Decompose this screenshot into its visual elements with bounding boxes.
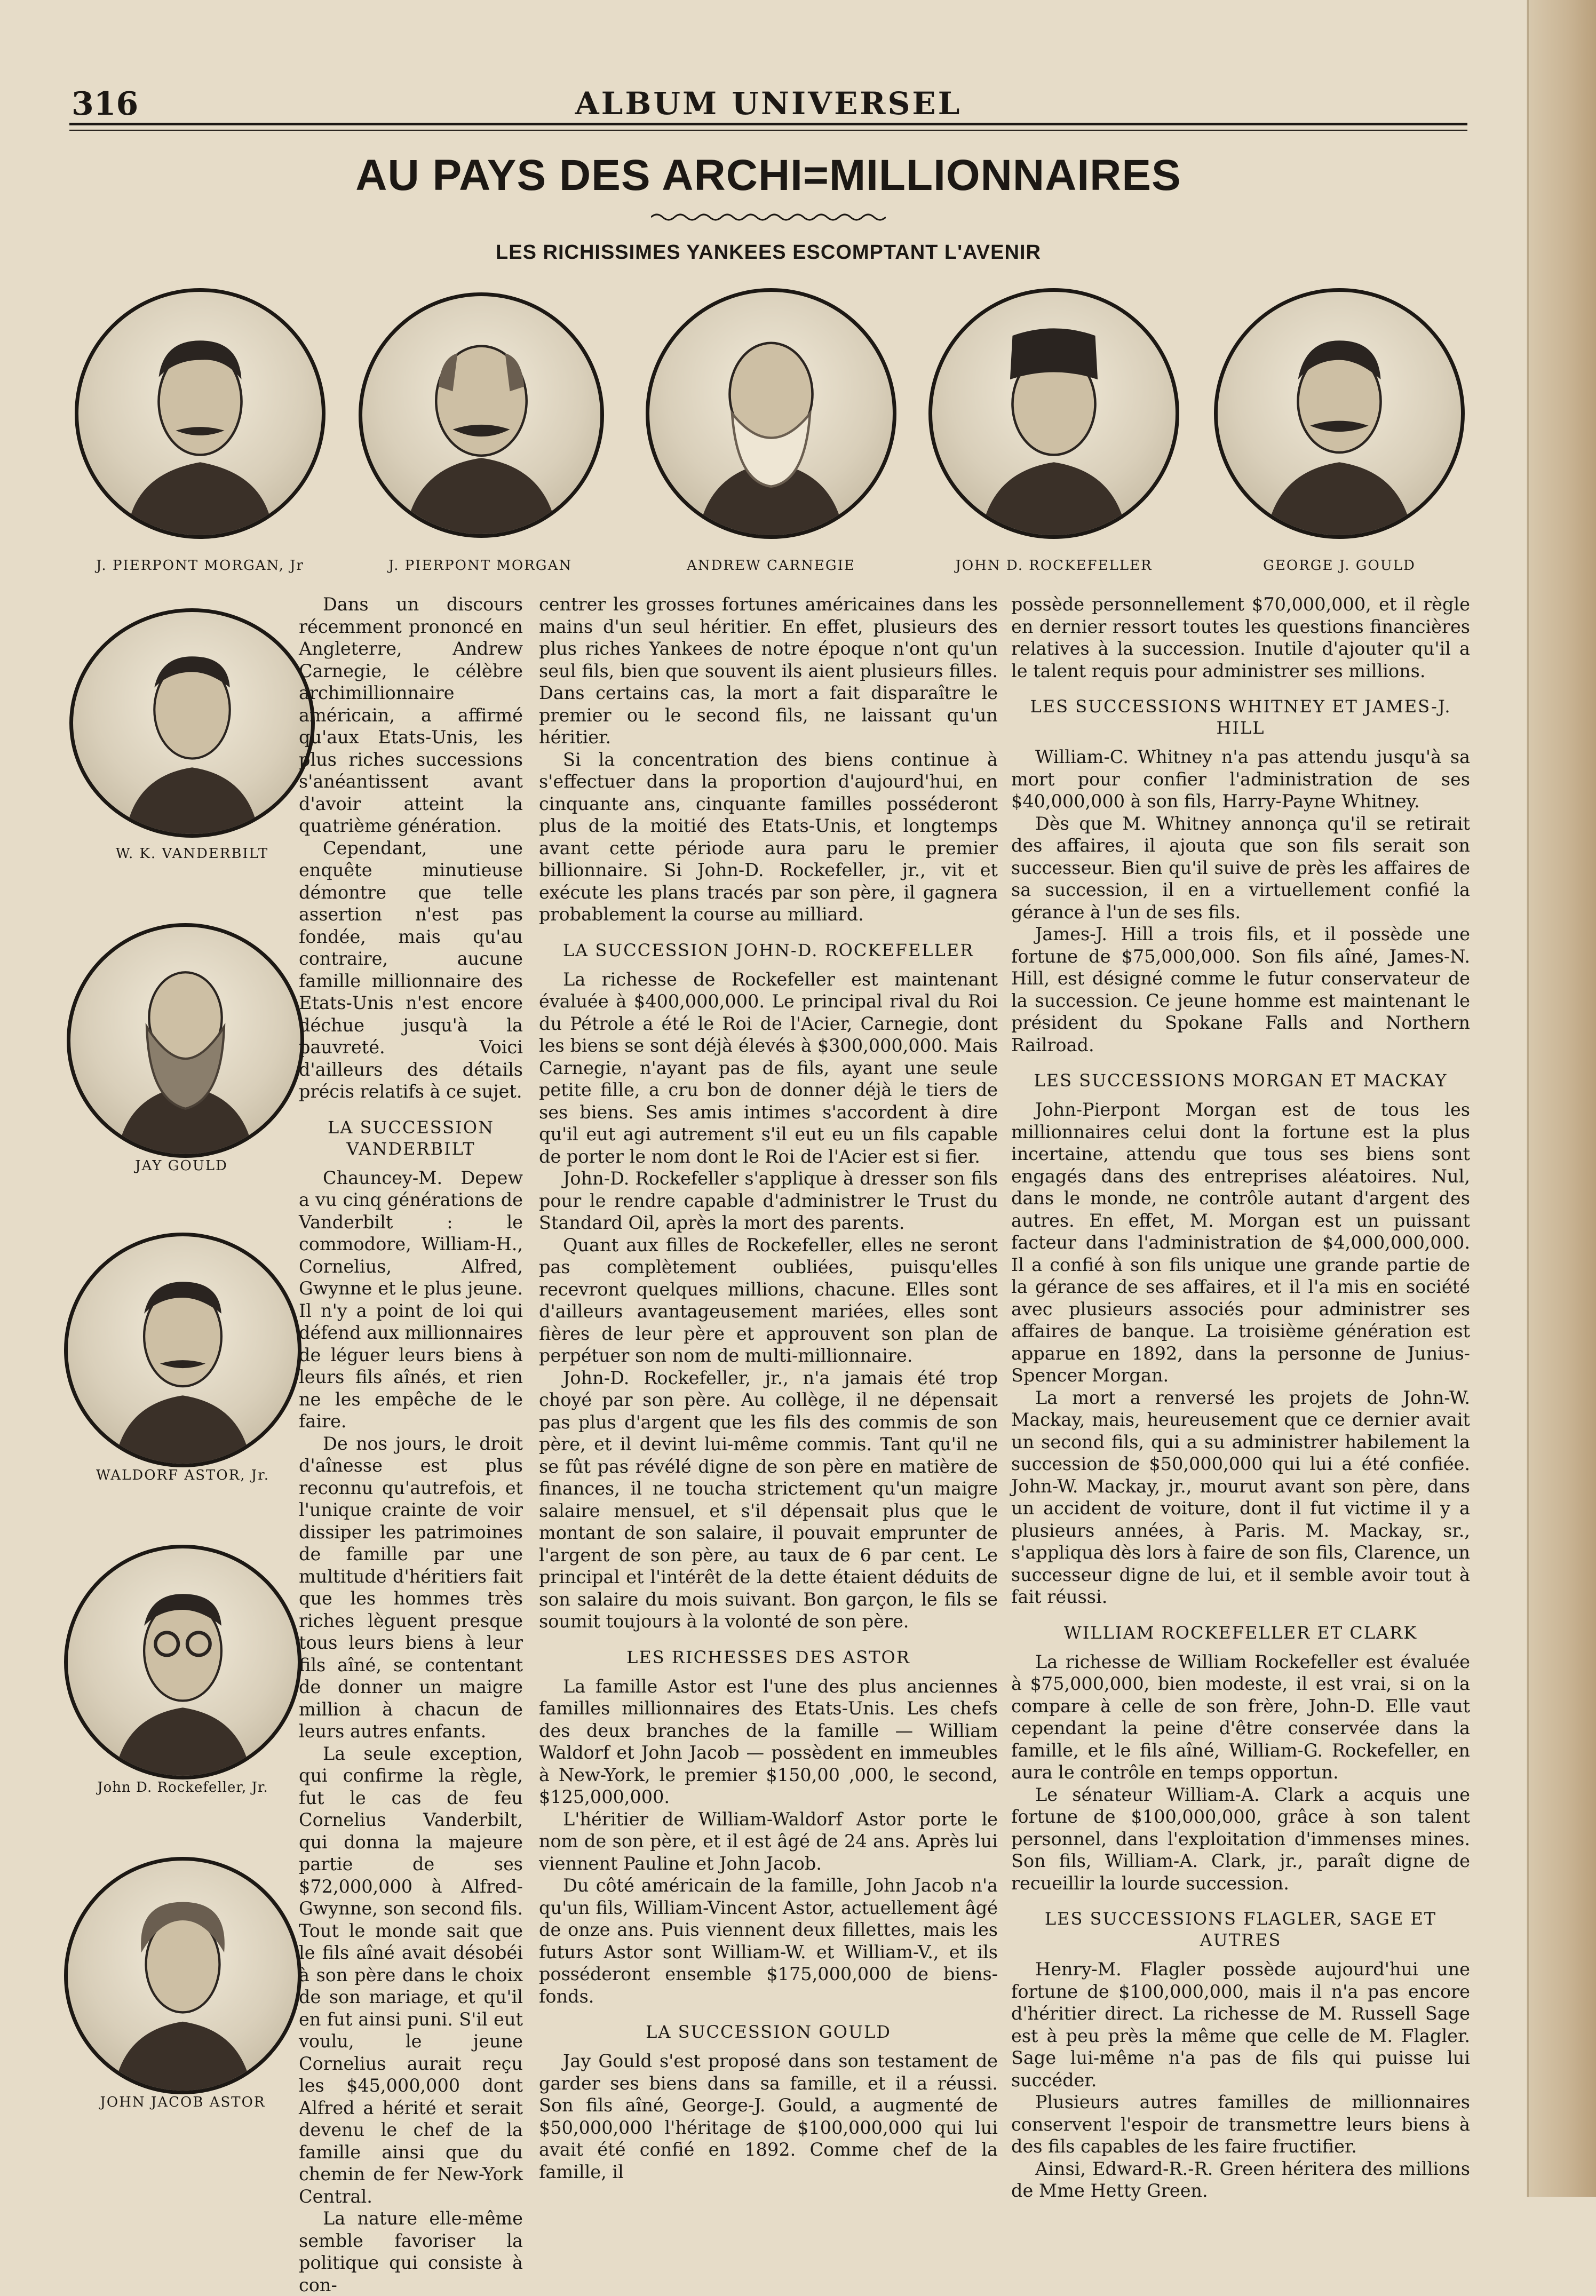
paragraph: Le sénateur William-A. Clark a acquis une fortune de $100,000,000, grâce à son talent personnel, dans l'exploitation d'immenses mines. Son fils, William-A. Clark, jr., paraît digne de recueillir la lourde succession. xyxy=(1011,1784,1470,1894)
section-heading: LES SUCCESSIONS FLAGLER, SAGE ET AUTRES xyxy=(1044,1909,1437,1950)
column-2 xyxy=(539,593,998,2183)
section-heading: LA SUCCESSION VANDERBILT xyxy=(328,1117,494,1159)
portrait-george-gould xyxy=(1214,288,1465,539)
paragraph: La richesse de Rockefeller est maintenant évaluée à $400,000,000. Le principal rival du Roi du Pétrole a été le Roi de l'Acier, Carnegie, dont les biens se sont déjà élevés à $300,000,000. Mais Carnegie, n'ayant pas de fils, ayant une seule petite fille, a cru bon de donner déjà le tiers de ses biens. Ses amis intimes s'accordent à dire qu'il eut agi autrement s'il eut eu un fils capable de porter le nom dont le Roi de l'Acier est si fier. xyxy=(539,968,998,1167)
paragraph: Jay Gould s'est proposé dans son testament de garder ses biens dans sa famille, et il a réussi. Son fils aîné, George-J. Gould, a augmenté de $50,000,000 l'héritage de $100,000,000 qui lui avait été confié en 1892. Comme chef de la famille, il xyxy=(539,2051,998,2182)
caption-carnegie: ANDREW CARNEGIE xyxy=(687,558,855,574)
caption-rockefeller: JOHN D. ROCKEFELLER xyxy=(955,558,1153,574)
paragraph: L'héritier de William-Waldorf Astor porte le nom de son père, et il est âgé de 24 ans. Après lui viennent Pauline et John Jacob. xyxy=(539,1808,998,1874)
paragraph: Du côté américain de la famille, John Jacob n'a qu'un fils, William-Vincent Astor, actuellement âgé de onze ans. Puis viennent deux fillettes, mais les futurs Astor sont William-W. et William-V., et ils posséderont ensemble $175,000,000 de biens-fonds. xyxy=(539,1875,998,2007)
paragraph: John-D. Rockefeller s'applique à dresser son fils pour le rendre capable d'administrer le Trust du Standard Oil, après la mort des parents. xyxy=(539,1168,998,1233)
paragraph: Chauncey-M. Depew a vu cinq générations de Vanderbilt : le commodore, William-H., Cornelius, Alfred, Gwynne et le plus jeune. Il n'y a point de loi qui défend aux millionnaires de léguer leurs biens à leurs fils aînés, et rien ne les empêche de le faire. xyxy=(299,1167,523,1432)
portrait-rockefeller-jr xyxy=(64,1545,301,1779)
section-heading: WILLIAM ROCKEFELLER ET CLARK xyxy=(1063,1622,1418,1643)
paragraph: De nos jours, le droit d'aînesse est plus reconnu qu'autrefois, et l'unique crainte de voir dissiper les patrimoines de famille par une multitude d'héritiers fait que les hommes très riches lèguent presque tous leurs biens à leur fils aîné, se contentant de donner un maigre million à chacun de leurs autres enfants. xyxy=(299,1433,523,1742)
article-subtitle: LES RICHISSIMES YANKEES ESCOMPTANT L'AVENIR xyxy=(496,241,1041,264)
portrait-waldorf-astor xyxy=(64,1233,301,1467)
paragraph: La richesse de William Rockefeller est évaluée à $75,000,000, bien modeste, il est vrai, si on la compare à celle de son frère, John-D. Elle vaut cependant la peine d'être conservée dans la famille, et le fils aîné, William-G. Rockefeller, en aura le contrôle en temps opportun. xyxy=(1011,1651,1470,1783)
paragraph: La famille Astor est l'une des plus anciennes familles millionnaires des Etats-Unis. Les chefs des deux branches de la famille — William Waldorf et John Jacob — possèdent en immeubles à New-York, le premier $150,00 ,000, le second, $125,000,000. xyxy=(539,1675,998,1807)
paragraph: John-D. Rockefeller, jr., n'a jamais été trop choyé par son père. Au collège, il ne dépensait pas plus d'argent que les fils des commis de son père, et il devint lui-même commis. Tant qu'il ne se fût pas révélé digne de son père en matière de finances, il ne toucha strictement qu'un maigre salaire mensuel, et s'il dépensait plus que le montant de son salaire, il pouvait emprunter de l'argent de son père, au taux de 6 par cent. Le principal et l'intérêt de la dette étaient déduits de son salaire du mois suivant. Bon garçon, le fils se soumit toujours à la volonté de son père. xyxy=(539,1367,998,1632)
paragraph: centrer les grosses fortunes américaines dans les mains d'un seul héritier. En effet, plusieurs des plus riches Yankees de notre époque n'ont qu'un seul fils, bien que souvent ils aient plusieurs filles. Dans certains cas, la mort a fait disparaître le premier ou le second fils, ne laissant qu'un héritier. xyxy=(539,594,998,748)
caption-morgan: J. PIERPONT MORGAN xyxy=(388,558,573,574)
paragraph: possède personnellement $70,000,000, et il règle en dernier ressort toutes les questions financières relatives à la succession. Inutile d'ajouter qu'il a le talent requis pour administrer ses millions. xyxy=(1011,594,1470,681)
running-title: ALBUM UNIVERSEL xyxy=(575,85,962,122)
paragraph: Plusieurs autres familles de millionnaires conservent l'espoir de transmettre leurs biens à des fils capables de les faire fructifier. xyxy=(1011,2092,1470,2157)
section-heading: LA SUCCESSION JOHN-D. ROCKEFELLER xyxy=(562,940,974,960)
paragraph: Henry-M. Flagler possède aujourd'hui une fortune de $100,000,000, mais il n'a pas encore d'héritier direct. La richesse de M. Russell Sage est à peu près la même que celle de M. Flagler. Sage lui-même n'a pas de fils qui puisse lui succéder. xyxy=(1011,1959,1470,2091)
caption-vanderbilt: W. K. VANDERBILT xyxy=(115,846,269,862)
article-title: AU PAYS DES ARCHI=MILLIONNAIRES xyxy=(355,151,1181,200)
paragraph: Si la concentration des biens continue à s'effectuer dans la proportion d'aujourd'hui, en cinquante ans, cinquante familles posséderont plus de la moitié des Etats-Unis, et longtemps avant cette période aura paru le premier billionnaire. Si John-D. Rockefeller, jr., vit et exécute les plans tracés par son père, il gagnera probablement la course au milliard. xyxy=(539,749,998,925)
column-3 xyxy=(1011,593,1470,2202)
portrait-rockefeller xyxy=(928,288,1179,539)
caption-george-gould: GEORGE J. GOULD xyxy=(1263,558,1416,574)
caption-jacob-astor: JOHN JACOB ASTOR xyxy=(100,2094,266,2110)
page-fold xyxy=(1527,0,1529,2197)
section-heading: LES SUCCESSIONS MORGAN ET MACKAY xyxy=(1034,1070,1448,1091)
caption-rockefeller-jr: John D. Rockefeller, Jr. xyxy=(97,1779,268,1796)
column-1 xyxy=(299,593,523,2296)
header-rule xyxy=(69,123,1467,125)
page-edge xyxy=(1527,0,1596,2197)
caption-jay-gould: JAY GOULD xyxy=(135,1158,228,1174)
paragraph: Ainsi, Edward-R.-R. Green héritera des millions de Mme Hetty Green. xyxy=(1011,2158,1470,2201)
paragraph: William-C. Whitney n'a pas attendu jusqu'à sa mort pour confier l'administration de ses $40,000,000 à son fils, Harry-Payne Whitney. xyxy=(1011,746,1470,812)
portrait-carnegie xyxy=(646,288,896,539)
portrait-jay-gould xyxy=(67,923,304,1158)
portrait-jacob-astor xyxy=(64,1857,301,2094)
section-heading: LES SUCCESSIONS WHITNEY ET JAMES-J. HILL xyxy=(1030,696,1451,738)
paragraph: John-Pierpont Morgan est de tous les millionnaires celui dont la fortune est la plus incertaine, attendu que tous ses biens sont engagés dans des entreprises aléatoires. Nul, dans le monde, ne contrôle autant d'argent des autres. En effet, M. Morgan est un puissant facteur dans l'administration de $4,000,000,000. Il a confié à son fils unique une grande partie de la gérance de ses affaires, et il l'a mis en société avec plusieurs associés pour administrer ses affaires de banque. La troisième génération est apparue en 1892, dans la personne de Junius-Spencer Morgan. xyxy=(1011,1099,1470,1386)
portrait-vanderbilt xyxy=(69,608,315,838)
paragraph: Dès que M. Whitney annonça qu'il se retirait des affaires, il ajouta que son fils serait son successeur. Bien qu'il suive de près les affaires de sa succession, il en a virtuellement confié la gérance à l'un de ses fils. xyxy=(1011,813,1470,923)
caption-waldorf-astor: WALDORF ASTOR, Jr. xyxy=(96,1467,270,1483)
paragraph: James-J. Hill a trois fils, et il possède une fortune de $75,000,000. Son fils aîné, James-N. Hill, est désigné comme le futur conservateur de la succession. Ce jeune homme est maintenant le président du Spokane Falls and Northern Railroad. xyxy=(1011,924,1470,1055)
section-heading: LA SUCCESSION GOULD xyxy=(646,2022,891,2042)
title-ornament xyxy=(651,211,886,224)
paragraph: Quant aux filles de Rockefeller, elles ne seront pas complètement oubliées, puisqu'elles recevront quelques millions, chacune. Elles sont d'ailleurs avantageusement mariées, elles sont fières de leur père et approuvent son plan de perpétuer son nom de multi-millionnaire. xyxy=(539,1234,998,1366)
header-rule-thin xyxy=(69,130,1467,131)
paragraph: Dans un discours récemment prononcé en Angleterre, Andrew Carnegie, le célèbre archimillionnaire américain, a affirmé qu'aux Etats-Unis, les plus riches successions s'anéantissent avant d'avoir atteint la quatrième génération. xyxy=(299,594,523,836)
portrait-morgan xyxy=(359,292,604,538)
portrait-morgan-jr xyxy=(75,288,325,539)
section-heading: LES RICHESSES DES ASTOR xyxy=(626,1647,910,1667)
paragraph: Cependant, une enquête minutieuse démontre que telle assertion n'est pas fondée, mais qu'au contraire, aucune famille millionnaire des Etats-Unis n'est encore déchue jusqu'à la pauvreté. Voici d'ailleurs des détails précis relatifs à ce sujet. xyxy=(299,837,523,1102)
paragraph: La seule exception, qui confirme la règle, fut le cas de feu Cornelius Vanderbilt, qui donna la majeure partie de ses $72,000,000 à Alfred-Gwynne, son second fils. Tout le monde sait que le fils aîné avait désobéi à son père dans le choix de son mariage, et qu'il en fut ainsi puni. S'il eut voulu, le jeune Cornelius aurait reçu les $45,000,000 dont Alfred a hérité et serait devenu le chef de la famille ainsi que du chemin de fer New-York Central. xyxy=(299,1743,523,2207)
paragraph: La nature elle-même semble favoriser la politique qui consiste à con- xyxy=(299,2208,523,2295)
page-number: 316 xyxy=(72,85,139,123)
page-header xyxy=(69,80,1467,128)
caption-morgan-jr: J. PIERPONT MORGAN, Jr xyxy=(96,558,304,574)
paragraph: La mort a renversé les projets de John-W. Mackay, mais, heureusement que ce dernier avait un second fils, qui a su administrer habilement la succession de $50,000,000 qui lui a été confiée. John-W. Mackay, jr., mourut avant son père, dans un accident de voiture, dont il fut victime il y a plusieurs années, à Paris. M. Mackay, sr., s'appliqua dès lors à faire de son fils, Clarence, un successeur digne de lui, et il semble avoir tout à fait réussi. xyxy=(1011,1387,1470,1607)
